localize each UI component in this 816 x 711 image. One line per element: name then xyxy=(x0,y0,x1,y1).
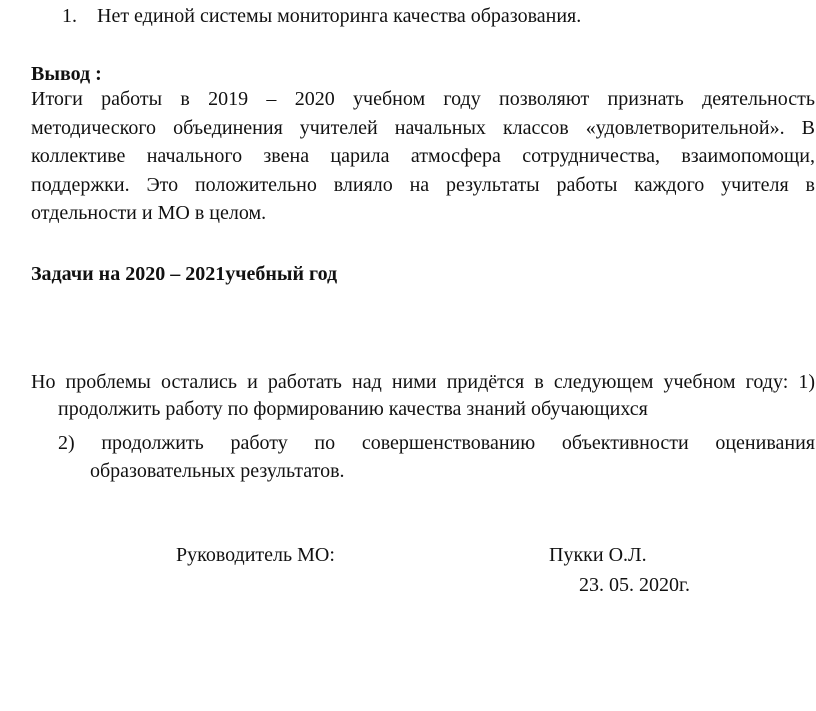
problems-line-2: продолжить работу по формированию качества знаний обучающихся xyxy=(58,398,648,420)
signature-date: 23. 05. 2020г. xyxy=(579,574,690,596)
conclusion-line-3: коллективе начального звена царила атмосфера сотрудничества, взаимопомощи, xyxy=(31,145,815,167)
list-item-1-text: Нет единой системы мониторинга качества образования. xyxy=(97,5,582,27)
list-item-1 xyxy=(62,4,581,28)
signature-role: Руководитель МО: xyxy=(176,544,335,566)
list-item-1-number: 1. xyxy=(62,5,77,27)
conclusion-line-1: Итоги работы в 2019 – 2020 учебном году позволяют признать деятельность xyxy=(31,88,815,110)
signature-name: Пукки О.Л. xyxy=(549,544,647,566)
problems-line-1: Но проблемы остались и работать над ними придётся в следующем учебном году: 1) xyxy=(31,371,815,393)
conclusion-line-4: поддержки. Это положительно влияло на результаты работы каждого учителя в xyxy=(31,174,815,196)
tasks-heading: Задачи на 2020 – 2021учебный год xyxy=(31,263,338,285)
conclusion-line-5: отдельности и МО в целом. xyxy=(31,202,267,224)
problems-item-2-line-1: 2) продолжить работу по совершенствованию объективности оценивания xyxy=(58,432,815,454)
problems-item-2-line-2: образовательных результатов. xyxy=(90,460,345,482)
conclusion-heading: Вывод : xyxy=(31,63,102,85)
conclusion-line-2: методического объединения учителей начальных классов «удовлетворительной». В xyxy=(31,117,815,139)
